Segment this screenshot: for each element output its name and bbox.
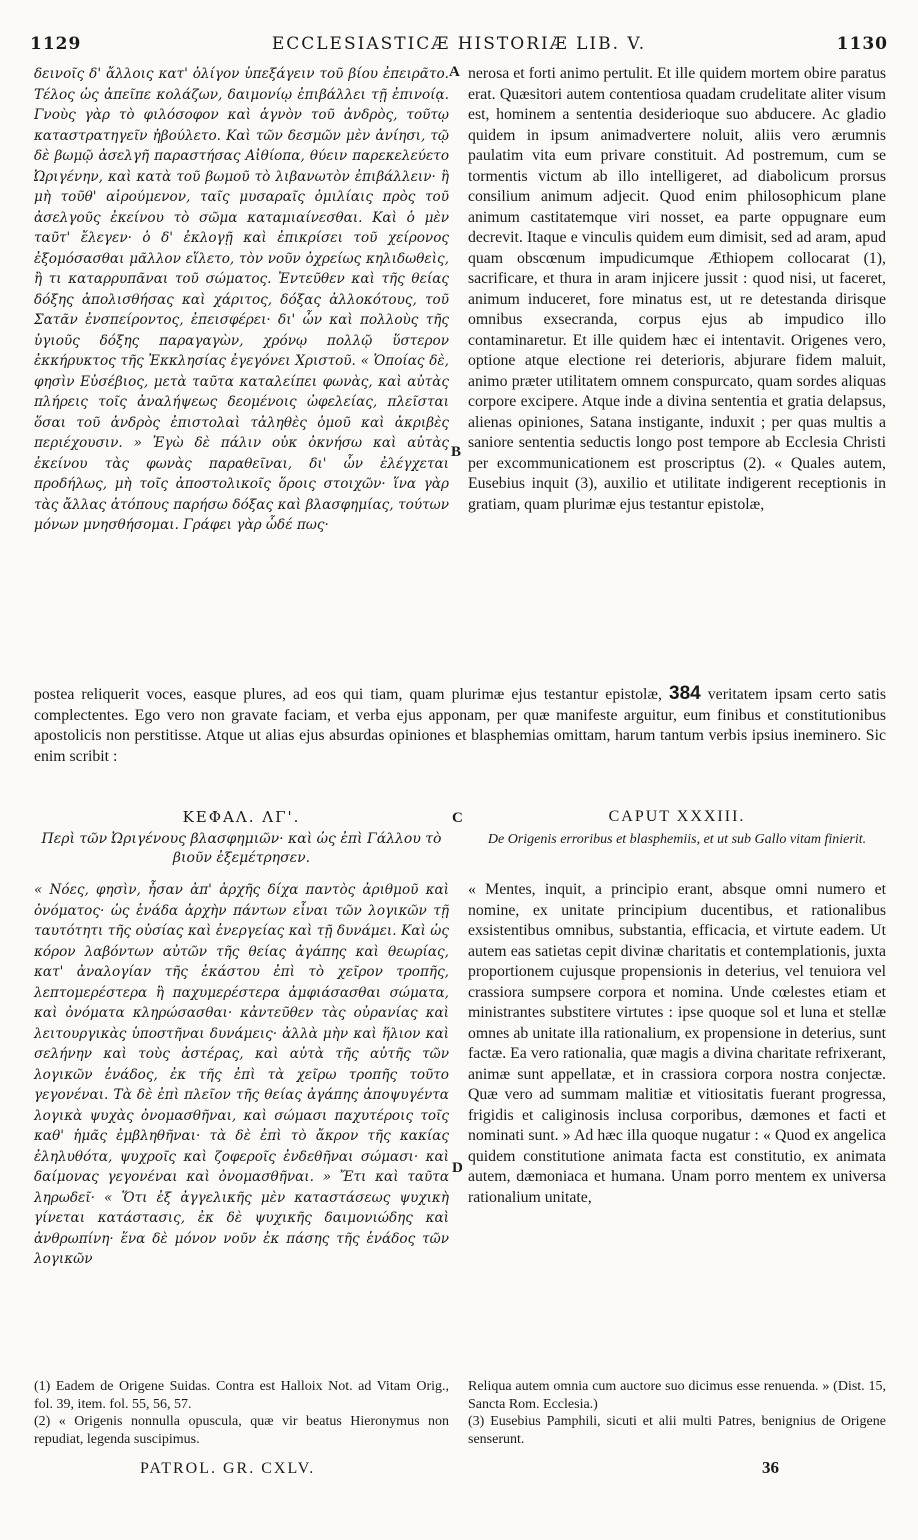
footnote: Reliqua autem omnia cum auctore suo dicimus esse renuenda. » (Dist. 15, Sancta Rom. Ecclesia.)	[468, 1379, 886, 1412]
latin-text-bottom: « Mentes, inquit, a principio erant, absque omni numero et nomine, ex unitate principium ducentibus, et rationalibus exsistentibus omnibus, substantia, efficacia, et virtute eadem. Ut autem eas satietas cepit divinæ charitatis et contemplationis, juxta proportionem cujusque propensionis in deterius, vel tenuiora vel crassiora sumpsere corpora et nomina. Unde cœlestes etiam et ministrantes substitere virtutes : ipse quoque sol et luna et stellæ omnes ab unitate illa rationalium, ex propensione in deterius, sunt factæ. Ea vero rationalia, quæ magis a divina charitate refrixerant, animæ sunt appellatæ, et in crassiora corpora nostra conjectæ. Quæ vero ad summam malitiæ et vitiositatis fuerant progressa, frigidis et caliginosis inclusa corporibus, dæmones et facti et nominati sunt. » Ad hæc illa quoque nugatur : « Quod ex angelica quidem constitutione animata facta est constitutio, ex animata autem, dæmoniaca et humana. Unam porro mentem ex universa rationalium unitate,	[468, 881, 886, 1206]
latin-column-top	[468, 64, 886, 515]
full-width-text-before: postea reliquerit voces, easque plures, ad eos qui tiam, quam plurimæ ejus testantur epistolæ,	[34, 686, 662, 703]
section-marker-d: D	[452, 1160, 463, 1176]
signature-number: 36	[762, 1458, 779, 1477]
footnote: (1) Eadem de Origene Suidas. Contra est Halloix Not. ad Vitam Orig., fol. 39, item. fol. 55, 56, 57.	[34, 1379, 449, 1412]
running-head	[30, 34, 888, 60]
footnote: (2) « Origenis nonnulla opuscula, quæ vir beatus Hieronymus non repudiat, legenda suscipimus.	[34, 1414, 449, 1447]
greek-chapter-subtitle: Περὶ τῶν Ὠριγένους βλασφημιῶν· καὶ ὡς ἐπὶ Γάλλου τὸ βιοῦν ἐξεμέτρησεν.	[41, 831, 442, 866]
page-number-left: 1129	[30, 34, 82, 54]
signature-mark: PATROL. GR. CXLV.	[140, 1460, 316, 1477]
full-width-text-after: veritatem ipsam certo satis complectentes. Ego vero non gravate faciam, et verba ejus apponam, per quæ manifeste arguitur, eum finibus et constitutionibus apostolicis non perstitisse. Atque ut alias ejus absurdas opiniones et blasphemias omittam, harum tantum verbis ipsius ineminero. Sic enim scribit :	[34, 686, 887, 765]
greek-text-bottom: « Νόες, φησὶν, ἦσαν ἀπ' ἀρχῆς δίχα παντὸς ἀριθμοῦ καὶ ὀνόματος· ὡς ἑνάδα ἀρχὴν πάντων εἶναι τῶν λογικῶν τῇ ταυτότητι τῆς οὐσίας καὶ ἐνεργείας καὶ τῇ δυνάμει. Καὶ ὡς κόρον λαβόντων αὐτῶν τῆς θείας ἀγάπης καὶ θεωρίας, κατ' ἀναλογίαν τῆς ἑκάστου ἐπὶ τὸ χεῖρον τροπῆς, λεπτομερέστερα ἢ παχυμερέστερα ἀμφιάσασθαι σώματα, καὶ ὀνόματα κληρώσασθαι· κἀντεῦθεν τὰς οὐρανίας καὶ λειτουργικὰς ὑποστῆναι δυνάμεις· ἀλλὰ μὴν καὶ ἥλιον καὶ σελήνην καὶ τοὺς ἀστέρας, καὶ αὐτὰ τῆς αὐτῆς τῶν λογικῶν ἑνάδος, ἐκ τῆς ἐπὶ τὰ χεῖρω τροπῆς τοῦτο γεγονέναι. Τὰ δὲ ἐπὶ πλεῖον τῆς θείας ἀγάπης ἀποψυγέντα λογικὰ ψυχὰς ὀνομασθῆναι, καὶ σώμασι παχυτέροις τοῖς καθ' ἡμᾶς ἐμβληθῆναι· τὰ δὲ ἐπὶ τὸ ἄκρον τῆς κακίας ἐληλυθότα, ψυχροῖς καὶ ζοφεροῖς ἐνδεθῆναι σώμασι· καὶ δαίμονας γεγονέναι καὶ ὀνομασθῆναι. » Ἔτι καὶ ταῦτα ληρωδεῖ· « Ὅτι ἐξ ἀγγελικῆς μὲν καταστάσεως ψυχικὴ γίνεται κατάστασις, ἐκ δὲ ψυχικῆς δαιμονιώδης καὶ ἀνθρωπίνη· ἕνα δὲ μόνον νοῦν ἐκ πάσης τῆς ἑνάδος τῶν λογικῶν	[34, 882, 449, 1267]
page-number-right: 1130	[836, 34, 888, 54]
greek-chapter-number: ΚΕΦΑΛ. ΛΓ'.	[182, 808, 301, 826]
section-marker-b: B	[451, 444, 462, 460]
section-marker-a: A	[449, 64, 460, 80]
greek-column-top	[34, 64, 449, 536]
greek-column-bottom	[34, 880, 449, 1270]
footnote: (3) Eusebius Pamphili, sicuti et alii multi Patres, benignius de Origene senserunt.	[468, 1414, 886, 1447]
latin-column-bottom	[468, 880, 886, 1208]
running-title: ECCLESIASTICÆ HISTORIÆ LIB. V.	[271, 34, 647, 54]
latin-chapter-subtitle: De Origenis erroribus et blasphemiis, et ut sub Gallo vitam finierit.	[487, 832, 867, 847]
full-width-passage	[34, 684, 886, 767]
column-number: 384	[669, 683, 701, 704]
greek-text-top: δεινοῖς δ' ἄλλοις κατ' ὀλίγον ὑπεξάγειν τοῦ βίου ἐπειρᾶτο. Τέλος ὡς ἀπεῖπε κολάζων, δαιμονίῳ ἐπιβάλλει τῇ ἐπινοίᾳ. Γνοὺς γὰρ τὸ φιλόσοφον καὶ ἁγνὸν τοῦ ἀνδρὸς, τοῦτῳ καταστρατηγεῖν ἠβούλετο. Καὶ τῶν δεσμῶν μὲν ἀνίησι, τῷ δὲ βωμῷ ἀσελγῆ παραστήσας Αἰθίοπα, θύειν παρεκελεύετο Ὠριγένην, καὶ κατὰ τοῦ βωμοῦ τὸ λιβανωτὸν ἐπιβάλλειν· ἢ μὴ τοῦθ' αἱρούμενον, ταῖς μυσαραῖς ὁμιλίαις πρὸς τοῦ ἀσελγοῦς ἐκείνου τὸ σῶμα καταμιαίνεσθαι. Καὶ ὁ μὲν ταῦτ' ἔλεγεν· ὁ δ' ἐκλογῇ καὶ ἐπικρίσει τοῦ χείρονος ἐξομόσασθαι μᾶλλον εἵλετο, τὸν νοῦν ὀχρείως κηλιδωθεὶς, ἢ τι καταρρυπᾶναι τοῦ σώματος. Ἐντεῦθεν καὶ τῆς θείας δόξης ἀπολισθήσας καὶ χάριτος, δόξας ἀλλοκότους, τοῦ Σατᾶν ἐνσπείροντος, ἐπεισφέρει· δι' ὧν καὶ πολλοὺς τῆς ὑγιοῦς δόξης παραγαγὼν, χρόνῳ πολλῷ ὕστερον ἐκκήρυκτος τῆς Ἐκκλησίας ἐγεγόνει Χριστοῦ. « Ὁποίας δὲ, φησὶν Εὐσέβιος, μετὰ ταῦτα καταλείπει φωνὰς, καὶ αὐτὰς πλήρεις τοῖς ἀναλήψεως δεομένοις ὠφελείας, πλεῖσται ὅσαι τοῦ ἀνδρὸς ἐπιστολαὶ τἀληθὲς ὁμοῦ καὶ ἀκριβὲς περιέχουσιν. » Ἐγὼ δὲ πάλιν οὐκ ὀκνήσω καὶ αὐτὰς ἐκείνου τὰς φωνὰς παραθεῖναι, δι' ὧν ἐλέγχεται προδήλως, μὴ τοῖς ἀποστολικοῖς ὅροις στοιχῶν· ἵνα γὰρ τὰς ἄλλας ἀτόπους παρήσω δόξας καὶ βλασφημίας, τούτων μόνων μνησθήσομαι. Γράφει γὰρ ὧδέ πως·	[34, 66, 449, 533]
footnotes-left	[34, 1378, 449, 1448]
footnotes-right	[468, 1378, 886, 1448]
latin-chapter-number: CAPUT XXXIII.	[608, 808, 746, 825]
section-marker-c: C	[452, 810, 463, 826]
latin-text-top: nerosa et forti animo pertulit. Et ille quidem mortem obire paratus erat. Quæsitori autem contentiosa quadam crudelitate aliter visum est, hominem a sententia desiderioque suo abducere. Ac gladio quidem in ipsum animadvertere noluit, aliis vero ærumnis paulatim vita eum privare constituit. Ad postremum, cum se tormentis victum ab illo intelligeret, ad diabolicum prorsus consilium animum adjecit. Quod enim philosophicum plane animum castitatemque viri nosset, ea parte oppugnare eum decrevit. Itaque e vinculis quidem eum dimisit, sed ad aram, apud quam obscœnum impudicumque Æthiopem collocarat (1), sacrificare, et thura in aram injicere jussit : quod nisi, ut faceret, animum induceret, fore minatus est, ut re detestanda dirisque omnibus exsecranda, corpus ejus ab impudico illo contaminaretur. Et ille quidem hæc ei intentavit. Origenes vero, optione atque electione rei deterioris, abjurare fidem maluit, animo præter utilitatem omnem conspurcato, quam sordes aliquas corpore excipere. Atque inde a divina sententia et gratia delapsus, alienas opiniones, Satana instigante, induxit ; per quas multis a saniore sententia seductis longo post tempore ab Ecclesia Christi per excommunicationem est proscriptus (2). « Quales autem, Eusebius inquit (3), auxilio et utilitate indigerent receptionis in gratiam, quam plurimæ ejus testantur epistolæ,	[468, 65, 886, 513]
